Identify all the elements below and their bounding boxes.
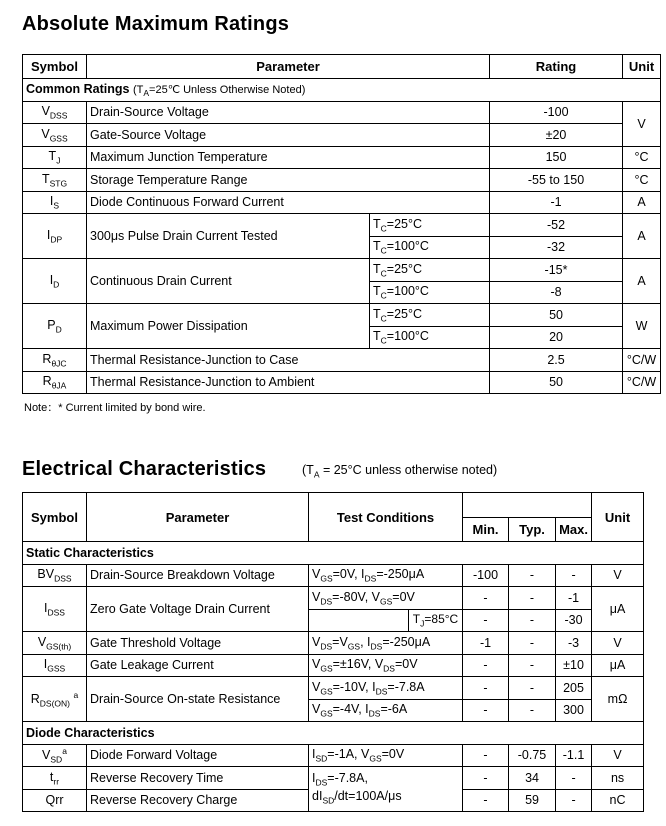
header-symbol: Symbol (23, 55, 87, 79)
table-row: $I_{DP}$ 300μs Pulse Drain Current Tested $T_C=25^\circ C$ -52 A (23, 214, 661, 237)
table-row: $R_{\theta JA}$ Thermal Resistance-Junction to Ambient 50 °C/W (23, 371, 661, 394)
table-row: $T_C=100^\circ C$ -32 (23, 236, 661, 259)
header-unit: Unit (592, 493, 644, 542)
header-symbol: Symbol (23, 493, 87, 542)
table-row: $R_{\theta JC}$ Thermal Resistance-Junction to Case 2.5 °C/W (23, 349, 661, 372)
table-row: $I_{GSS}$ Gate Leakage Current $V_{GS}=\pm 16V$, $V_{DS}=0V$ - - ±10 μA (23, 654, 644, 677)
table-row: $T_J$ Maximum Junction Temperature 150 °C (23, 146, 661, 169)
header-typ: Typ. (509, 518, 556, 542)
table-row: $V_{GSS}$ Gate-Source Voltage ±20 (23, 124, 661, 147)
static-section-label: Static Characteristics (23, 542, 644, 565)
table-row: $BV_{DSS}$ Drain-Source Breakdown Voltage $V_{GS}=0V$, $I_{DS}=-250\mu A$ -100 - - V (23, 564, 644, 587)
header-unit: Unit (623, 55, 661, 79)
table-row: $I_D$ Continuous Drain Current $T_C=25^\circ C$ -15* A (23, 259, 661, 282)
table-row: $T_{STG}$ Storage Temperature Range -55 to 150 °C (23, 169, 661, 192)
group-label: Common Ratings (26, 81, 130, 96)
group-row: Common Ratings ($T_A=25℃$ Unless Otherwise Noted) (23, 79, 661, 102)
table-row: $V_{DSS}$ Drain-Source Voltage -100 V (23, 101, 661, 124)
section-condition: ($T_A = 25^\circ C$ unless otherwise noted) (302, 463, 498, 480)
header-parameter: Parameter (87, 493, 309, 542)
header-min: Min. (463, 518, 509, 542)
electrical-characteristics-table (22, 492, 644, 812)
table-row: Qrr Reverse Recovery Charge - 59 - nC (23, 789, 644, 812)
table-row: $P_D$ Maximum Power Dissipation $T_C=25^\circ C$ 50 W (23, 304, 661, 327)
table-row: $V_{SD}^a$ Diode Forward Voltage $I_{SD}=-1A$, $V_{GS}=0V$ - -0.75 -1.1 V (23, 744, 644, 767)
header-parameter: Parameter (87, 55, 490, 79)
table-row: $V_{GS(th)}$ Gate Threshold Voltage $V_{DS}=V_{GS}$, $I_{DS}=-250\mu A$ -1 - -3 V (23, 632, 644, 655)
section-title-absolute-max: Absolute Maximum Ratings (22, 13, 290, 35)
table-row: $T_J=85^\circ C$ - - -30 (23, 609, 644, 632)
header-rating: Rating (490, 55, 623, 79)
diode-section-label: Diode Characteristics (23, 722, 644, 745)
absolute-max-ratings-table (22, 54, 661, 394)
header-test-conditions: Test Conditions (309, 493, 463, 542)
table-row: $R_{DS(ON)}$ $^a$ Drain-Source On-state Resistance $V_{GS}=-10V$, $I_{DS}=-7.8A$ - - 205 mΩ (23, 677, 644, 700)
table-row: $I_S$ Diode Continuous Forward Current -1 A (23, 191, 661, 214)
table-row: $T_C=100^\circ C$ 20 (23, 326, 661, 349)
footnote: Note：* Current limited by bond wire. (24, 402, 206, 414)
header-max: Max. (556, 518, 592, 542)
table-row: $t_{rr}$ Reverse Recovery Time $I_{DS}=-7.8A$, $dI_{SD}/dt=100A/\mu s$ - 34 - ns (23, 767, 644, 790)
section-title-electrical: Electrical Characteristics (22, 458, 267, 480)
table-row: $I_{DSS}$ Zero Gate Voltage Drain Current $V_{DS}=-80V$, $V_{GS}=0V$ - - -1 μA (23, 587, 644, 610)
table-row: $V_{GS}=-4V$, $I_{DS}=-6A$ - - 300 (23, 699, 644, 722)
table-row: $T_C=100^\circ C$ -8 (23, 281, 661, 304)
